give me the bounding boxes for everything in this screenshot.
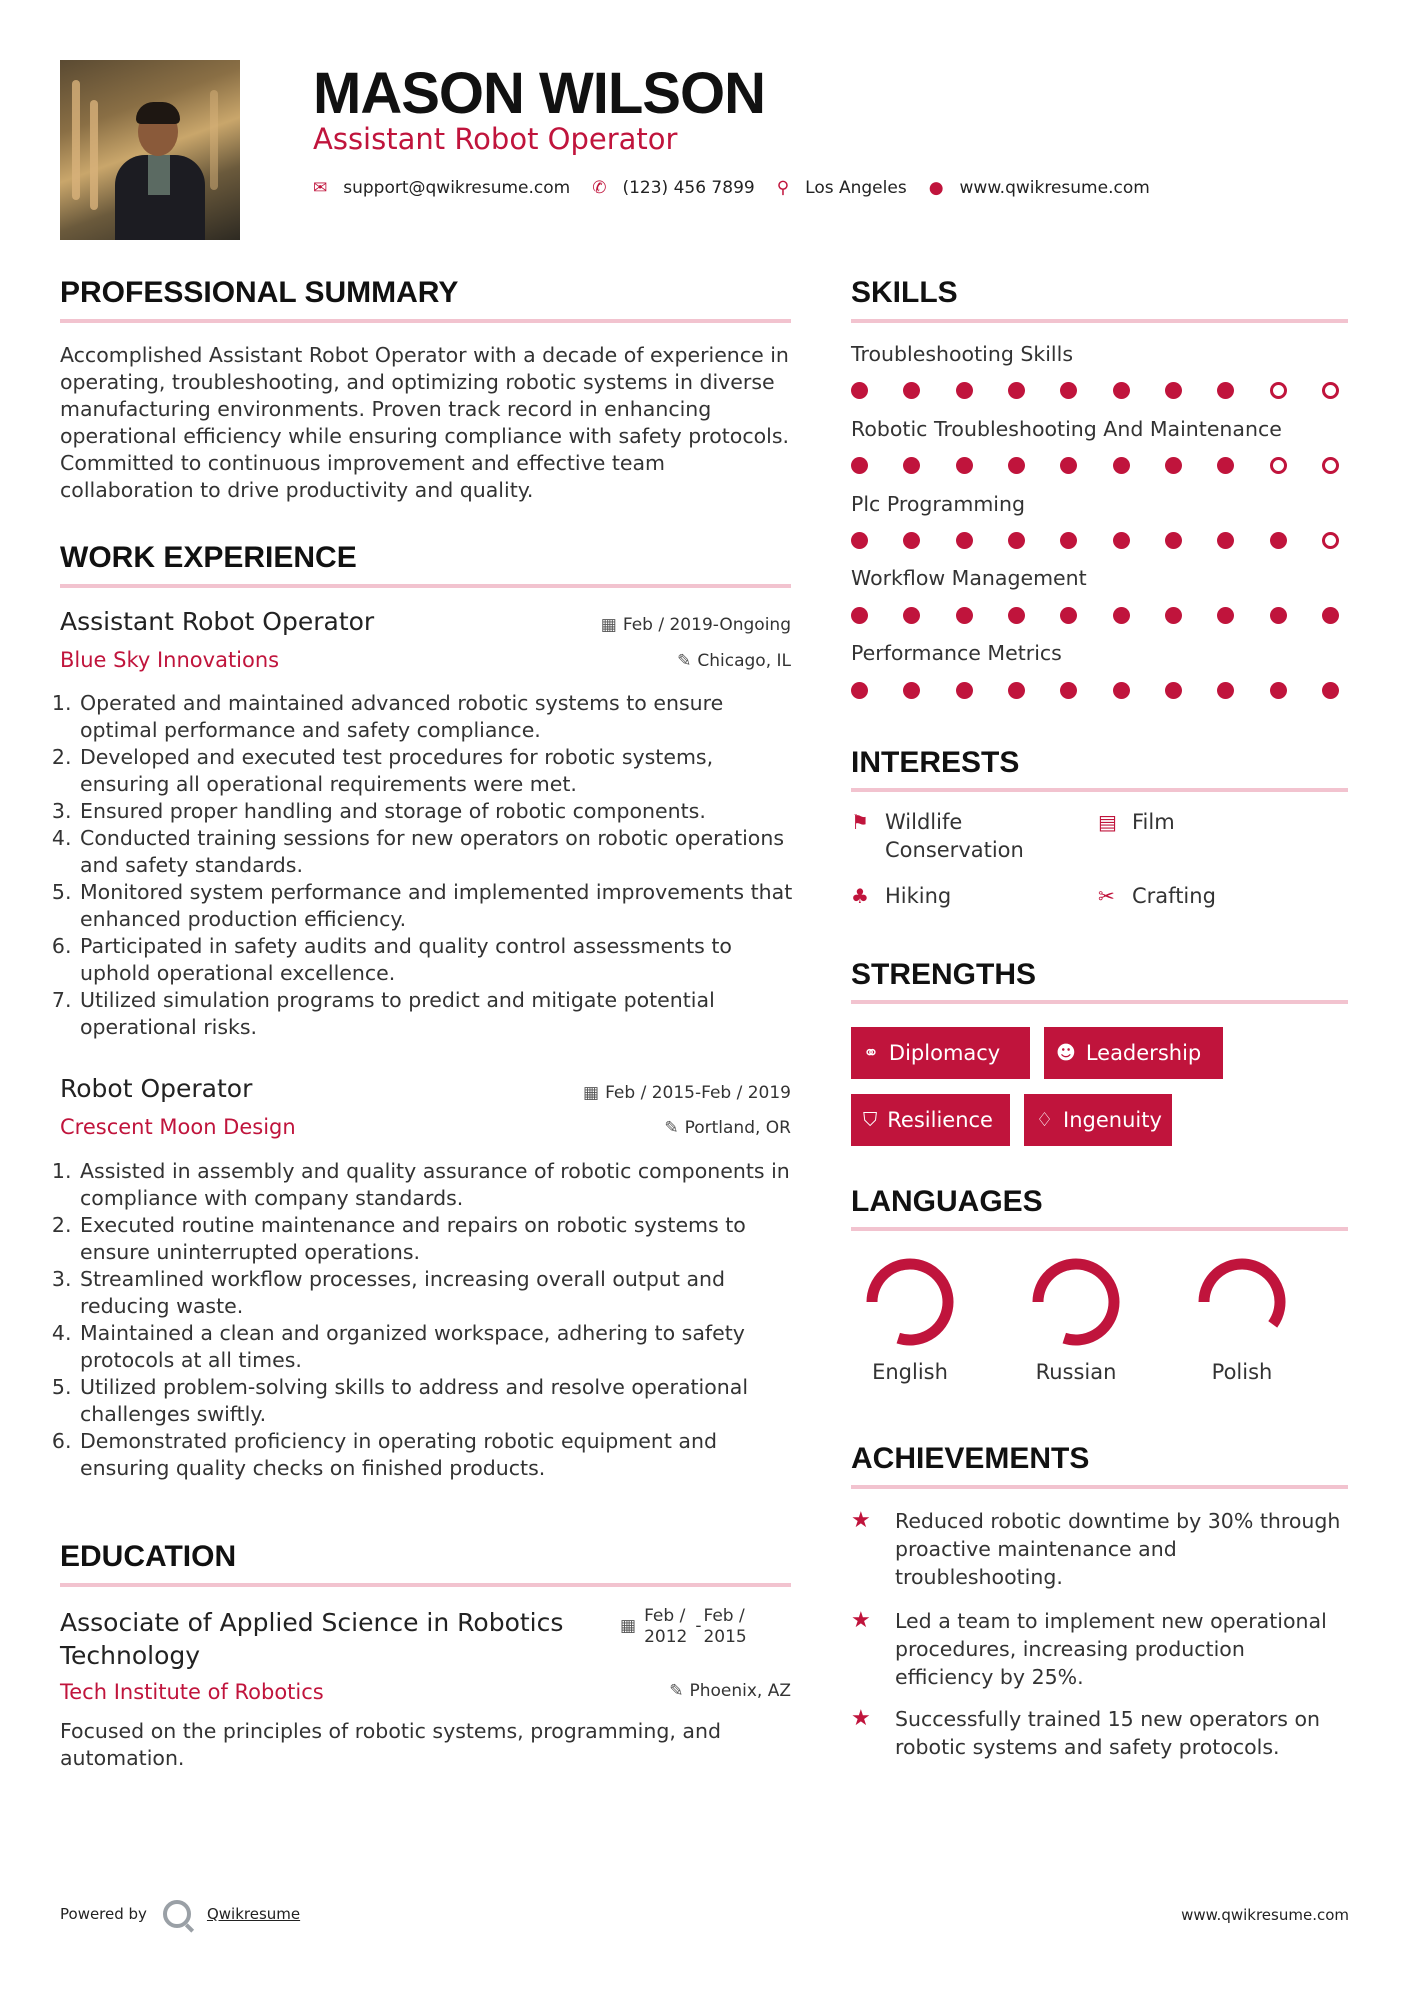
strengths-heading: STRENGTHS xyxy=(851,958,1037,991)
list-item: 4. Conducted training sessions for new operators on robotic operations and safety standards. xyxy=(78,825,800,879)
skill-rating xyxy=(851,457,1339,474)
rating-dot-filled xyxy=(1113,382,1130,399)
rating-dot-filled xyxy=(1008,532,1025,549)
strength-badge: ☻ Leadership xyxy=(1044,1027,1223,1079)
rating-dot-filled xyxy=(1008,382,1025,399)
rating-dot-filled xyxy=(903,532,920,549)
contact-bar xyxy=(313,178,1172,198)
rating-dot-filled xyxy=(1060,682,1077,699)
rating-dot-filled xyxy=(851,682,868,699)
strength-badge: ⚭ Diplomacy xyxy=(851,1027,1030,1079)
language-item xyxy=(845,1254,975,1384)
rating-dot-empty xyxy=(1322,382,1339,399)
rating-dot-filled xyxy=(956,382,973,399)
rating-dot-filled xyxy=(1165,382,1182,399)
rating-dot-filled xyxy=(851,382,868,399)
contact-email[interactable]: support@qwikresume.com xyxy=(343,178,571,198)
star-icon: ★ xyxy=(851,1706,871,1731)
powered-by-label: Powered by xyxy=(60,1905,147,1923)
job-location: ✎ Portland, OR xyxy=(664,1118,791,1138)
job-responsibilities xyxy=(60,690,800,1041)
rating-dot-empty xyxy=(1270,457,1287,474)
profile-photo xyxy=(60,60,240,240)
job-company: Blue Sky Innovations xyxy=(60,648,280,672)
list-item: 2. Developed and executed test procedures for robotic systems, ensuring all operational requirements were met. xyxy=(78,744,800,798)
rating-dot-empty xyxy=(1322,532,1339,549)
pin-icon: ✎ xyxy=(669,1681,684,1701)
rating-dot-filled xyxy=(903,607,920,624)
globe-icon: ● xyxy=(928,178,944,198)
rating-dot-filled xyxy=(1322,607,1339,624)
rating-dot-filled xyxy=(851,457,868,474)
list-item: 5. Utilized problem-solving skills to address and resolve operational challenges swiftly. xyxy=(78,1374,800,1428)
rating-dot-filled xyxy=(1270,532,1287,549)
summary-divider xyxy=(60,319,791,323)
language-ring-arc xyxy=(872,1264,948,1340)
achievements-heading: ACHIEVEMENTS xyxy=(851,1442,1090,1475)
contact-phone[interactable]: (123) 456 7899 xyxy=(622,178,755,198)
school-name: Tech Institute of Robotics xyxy=(60,1680,324,1704)
scissors-icon: ✂ xyxy=(1098,884,1115,908)
calendar-icon: ▦ xyxy=(583,1083,600,1103)
rating-dot-filled xyxy=(1165,457,1182,474)
list-item: 7. Utilized simulation programs to predict and mitigate potential operational risks. xyxy=(78,987,800,1041)
rating-dot-filled xyxy=(1165,607,1182,624)
rating-dot-filled xyxy=(1217,382,1234,399)
rating-dot-filled xyxy=(1113,532,1130,549)
experience-heading: WORK EXPERIENCE xyxy=(60,541,357,574)
rating-dot-empty xyxy=(1270,382,1287,399)
candidate-role: Assistant Robot Operator xyxy=(313,122,678,156)
rating-dot-filled xyxy=(1008,682,1025,699)
shield-icon: ⛉ xyxy=(863,1109,878,1131)
interests-heading: INTERESTS xyxy=(851,746,1020,779)
education-dates: ▦ Feb / 2012 - Feb / 2015 xyxy=(620,1606,747,1647)
rating-dot-filled xyxy=(903,457,920,474)
rating-dot-filled xyxy=(1060,382,1077,399)
list-item: 2. Executed routine maintenance and repairs on robotic systems to ensure uninterrupted operations. xyxy=(78,1212,800,1266)
skill-rating xyxy=(851,607,1339,624)
tree-icon: ♣ xyxy=(851,884,869,908)
rating-dot-filled xyxy=(1060,532,1077,549)
rating-dot-filled xyxy=(1217,682,1234,699)
languages-divider xyxy=(851,1227,1348,1231)
brand-link[interactable]: Qwikresume xyxy=(206,1905,301,1923)
skill-label: Troubleshooting Skills xyxy=(851,342,1074,366)
contact-location: Los Angeles xyxy=(805,178,907,198)
skill-label: Performance Metrics xyxy=(851,641,1062,665)
rating-dot-filled xyxy=(1217,457,1234,474)
interest-item: ▤ Film xyxy=(1098,810,1175,834)
education-location: ✎ Phoenix, AZ xyxy=(669,1681,791,1701)
skill-label: Robotic Troubleshooting And Maintenance xyxy=(851,417,1282,441)
achievement-item: ★ Led a team to implement new operational procedures, increasing production efficiency by 25%. xyxy=(851,1608,1327,1689)
strength-badge: ⛉ Resilience xyxy=(851,1094,1010,1146)
skill-label: Workflow Management xyxy=(851,566,1087,590)
achievements-divider xyxy=(851,1485,1348,1489)
rating-dot-filled xyxy=(956,682,973,699)
language-ring xyxy=(862,1254,958,1350)
language-label: English xyxy=(872,1360,948,1384)
strength-badge: ♢ Ingenuity xyxy=(1024,1094,1172,1146)
list-item: 6. Participated in safety audits and quality control assessments to uphold operational excellence. xyxy=(78,933,800,987)
interest-item: ⚑ Wildlife Conservation xyxy=(851,810,1024,862)
interest-item: ♣ Hiking xyxy=(851,884,952,908)
flag-icon: ⚑ xyxy=(851,810,869,834)
rating-dot-filled xyxy=(1060,457,1077,474)
skill-label: Plc Programming xyxy=(851,492,1026,516)
language-ring xyxy=(1028,1254,1124,1350)
rating-dot-filled xyxy=(1165,682,1182,699)
job-company: Crescent Moon Design xyxy=(60,1115,296,1139)
lightbulb-icon: ♢ xyxy=(1036,1109,1054,1131)
rating-dot-filled xyxy=(1008,607,1025,624)
education-divider xyxy=(60,1583,791,1587)
skills-heading: SKILLS xyxy=(851,276,958,309)
handshake-icon: ⚭ xyxy=(863,1042,879,1064)
rating-dot-filled xyxy=(851,607,868,624)
list-item: 1. Operated and maintained advanced robotic systems to ensure optimal performance and safety compliance. xyxy=(78,690,800,744)
skills-divider xyxy=(851,319,1348,323)
list-item: 6. Demonstrated proficiency in operating robotic equipment and ensuring quality checks on finished products. xyxy=(78,1428,800,1482)
rating-dot-filled xyxy=(1322,682,1339,699)
summary-heading: PROFESSIONAL SUMMARY xyxy=(60,276,459,309)
language-label: Russian xyxy=(1035,1360,1117,1384)
education-heading: EDUCATION xyxy=(60,1540,237,1573)
rating-dot-filled xyxy=(1165,532,1182,549)
interest-item: ✂ Crafting xyxy=(1098,884,1216,908)
skill-rating xyxy=(851,382,1339,399)
rating-dot-filled xyxy=(851,532,868,549)
footer-site[interactable]: www.qwikresume.com xyxy=(1181,1906,1349,1924)
pin-icon: ✎ xyxy=(677,651,692,671)
degree-title: Associate of Applied Science in Robotics Technology xyxy=(60,1608,564,1670)
language-ring-arc xyxy=(1038,1264,1114,1340)
job-title: Robot Operator xyxy=(60,1074,253,1103)
rating-dot-filled xyxy=(956,532,973,549)
map-marker-icon: ⚲ xyxy=(776,178,790,198)
language-ring xyxy=(1194,1254,1290,1350)
pin-icon: ✎ xyxy=(664,1118,679,1138)
rating-dot-filled xyxy=(903,682,920,699)
qwikresume-logo-icon xyxy=(163,1900,191,1928)
job-title: Assistant Robot Operator xyxy=(60,607,375,636)
skill-rating xyxy=(851,532,1339,549)
rating-dot-filled xyxy=(1217,532,1234,549)
list-item: 1. Assisted in assembly and quality assurance of robotic components in compliance with company standards. xyxy=(78,1158,800,1212)
list-item: 3. Streamlined workflow processes, increasing overall output and reducing waste. xyxy=(78,1266,800,1320)
job-dates: ▦ Feb / 2015-Feb / 2019 xyxy=(583,1083,791,1103)
rating-dot-filled xyxy=(1217,607,1234,624)
list-item: 4. Maintained a clean and organized workspace, adhering to safety protocols at all times. xyxy=(78,1320,800,1374)
star-icon: ★ xyxy=(851,1508,871,1533)
list-item: 3. Ensured proper handling and storage of robotic components. xyxy=(78,798,800,825)
language-ring-arc xyxy=(1204,1264,1280,1324)
language-label: Polish xyxy=(1211,1360,1273,1384)
users-icon: ☻ xyxy=(1056,1042,1076,1064)
achievement-item: ★ Reduced robotic downtime by 30% through proactive maintenance and troubleshooting. xyxy=(851,1508,1341,1589)
list-item: 5. Monitored system performance and implemented improvements that enhanced production efficiency. xyxy=(78,879,800,933)
rating-dot-filled xyxy=(1113,607,1130,624)
achievement-item: ★ Successfully trained 15 new operators on robotic systems and safety protocols. xyxy=(851,1706,1321,1759)
language-item xyxy=(1011,1254,1141,1384)
calendar-icon: ▦ xyxy=(600,615,617,635)
rating-dot-filled xyxy=(1113,457,1130,474)
rating-dot-filled xyxy=(1113,682,1130,699)
candidate-name: MASON WILSON xyxy=(313,61,765,126)
languages-heading: LANGUAGES xyxy=(851,1185,1043,1218)
envelope-icon: ✉ xyxy=(313,178,328,198)
strengths-divider xyxy=(851,1000,1348,1004)
job-location: ✎ Chicago, IL xyxy=(677,651,791,671)
education-description: Focused on the principles of robotic systems, programming, and automation. xyxy=(60,1719,721,1770)
rating-dot-filled xyxy=(1270,682,1287,699)
summary-text: Accomplished Assistant Robot Operator with a decade of experience in operating, troubleshooting, and optimizing robotic systems in diverse manufacturing environments. Proven track record in enhancing operational efficiency while ensuring compliance with safety protocols. Committed to continuous improvement and effective team collaboration to drive productivity and quality. xyxy=(60,343,790,502)
calendar-icon: ▦ xyxy=(620,1616,637,1636)
language-item xyxy=(1177,1254,1307,1384)
rating-dot-empty xyxy=(1322,457,1339,474)
rating-dot-filled xyxy=(1060,607,1077,624)
film-icon: ▤ xyxy=(1098,810,1117,834)
skill-rating xyxy=(851,682,1339,699)
footer-branding xyxy=(60,1900,300,1928)
job-dates: ▦ Feb / 2019-Ongoing xyxy=(600,615,791,635)
rating-dot-filled xyxy=(1008,457,1025,474)
rating-dot-filled xyxy=(1270,607,1287,624)
rating-dot-filled xyxy=(903,382,920,399)
phone-icon: ✆ xyxy=(592,178,607,198)
experience-divider xyxy=(60,584,791,588)
job-responsibilities xyxy=(60,1158,800,1482)
resume-header xyxy=(60,60,1350,240)
interests-divider xyxy=(851,788,1348,792)
rating-dot-filled xyxy=(956,607,973,624)
star-icon: ★ xyxy=(851,1608,871,1633)
contact-website[interactable]: www.qwikresume.com xyxy=(959,178,1150,198)
rating-dot-filled xyxy=(956,457,973,474)
